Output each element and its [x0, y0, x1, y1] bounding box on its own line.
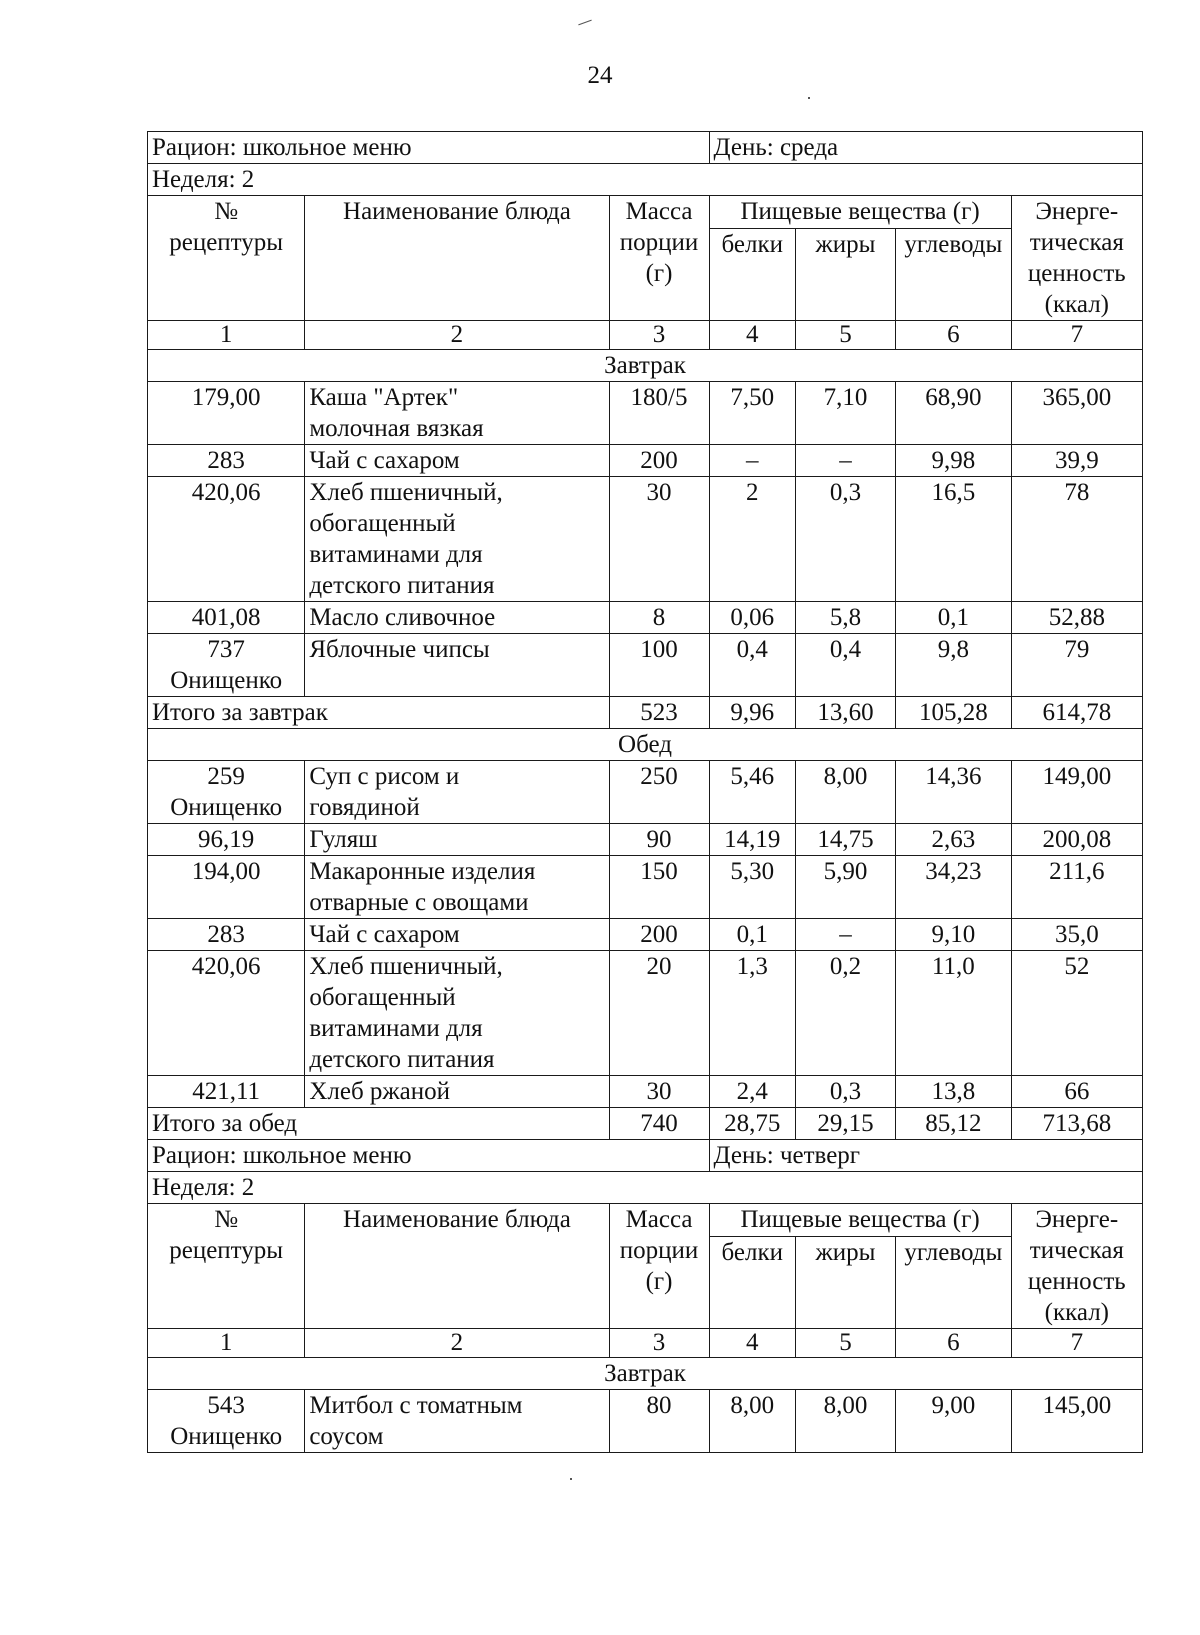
fats-value: – [796, 919, 896, 951]
total-mass: 523 [609, 697, 709, 729]
column-number: 6 [896, 1329, 1012, 1358]
column-number: 5 [796, 1329, 896, 1358]
dish-name: Хлеб пшеничный, обогащенный витаминами для детского питания [305, 477, 609, 602]
recipe-number-header: № рецептуры [148, 1204, 305, 1329]
recipe-number: 543 Онищенко [148, 1390, 305, 1453]
dish-name: Хлеб пшеничный, обогащенный витаминами для детского питания [305, 951, 609, 1076]
column-number: 7 [1011, 321, 1142, 350]
dish-name-header: Наименование блюда [305, 196, 609, 321]
proteins-value: 7,50 [709, 382, 795, 445]
dish-row [148, 382, 1143, 445]
nutrients-header: Пищевые вещества (г) [709, 1204, 1011, 1237]
proteins-value: – [709, 445, 795, 477]
header-row [148, 196, 1143, 229]
page-number: 24 [587, 62, 613, 89]
energy-value: 35,0 [1011, 919, 1142, 951]
recipe-number: 420,06 [148, 951, 305, 1076]
portion-mass: 100 [609, 634, 709, 697]
total-fats: 13,60 [796, 697, 896, 729]
total-energy: 614,78 [1011, 697, 1142, 729]
carbs-header: углеводы [896, 229, 1012, 321]
total-fats: 29,15 [796, 1108, 896, 1140]
total-mass: 740 [609, 1108, 709, 1140]
carbs-value: 2,63 [896, 824, 1012, 856]
proteins-value: 2,4 [709, 1076, 795, 1108]
portion-mass: 200 [609, 919, 709, 951]
energy-value: 66 [1011, 1076, 1142, 1108]
menu-table [147, 131, 1143, 1453]
dish-row [148, 856, 1143, 919]
recipe-number: 96,19 [148, 824, 305, 856]
fats-value: – [796, 445, 896, 477]
week-label: Неделя: 2 [148, 164, 1143, 196]
dish-row [148, 634, 1143, 697]
proteins-value: 2 [709, 477, 795, 602]
portion-mass: 150 [609, 856, 709, 919]
total-label: Итого за обед [148, 1108, 610, 1140]
energy-value: 211,6 [1011, 856, 1142, 919]
column-number: 5 [796, 321, 896, 350]
section-title: Завтрак [148, 350, 1143, 382]
recipe-number: 283 [148, 919, 305, 951]
dish-name: Суп с рисом и говядиной [305, 761, 609, 824]
proteins-value: 14,19 [709, 824, 795, 856]
dish-row [148, 1076, 1143, 1108]
portion-mass: 8 [609, 602, 709, 634]
energy-value: 39,9 [1011, 445, 1142, 477]
proteins-value: 0,4 [709, 634, 795, 697]
carbs-value: 14,36 [896, 761, 1012, 824]
energy-value: 200,08 [1011, 824, 1142, 856]
proteins-header: белки [709, 1237, 795, 1329]
ration-label: Рацион: школьное меню [148, 132, 710, 164]
fats-value: 14,75 [796, 824, 896, 856]
recipe-number: 421,11 [148, 1076, 305, 1108]
dish-row [148, 477, 1143, 602]
dish-name: Чай с сахаром [305, 445, 609, 477]
fats-value: 8,00 [796, 1390, 896, 1453]
carbs-value: 9,10 [896, 919, 1012, 951]
portion-mass: 30 [609, 477, 709, 602]
mass-header: Масса порции (г) [609, 1204, 709, 1329]
dish-name: Чай с сахаром [305, 919, 609, 951]
carbs-value: 13,8 [896, 1076, 1012, 1108]
proteins-value: 0,06 [709, 602, 795, 634]
week-row [148, 164, 1143, 196]
section-row [148, 729, 1143, 761]
column-number-row [148, 321, 1143, 350]
section-row [148, 1358, 1143, 1390]
portion-mass: 30 [609, 1076, 709, 1108]
recipe-number: 401,08 [148, 602, 305, 634]
fats-value: 0,3 [796, 1076, 896, 1108]
column-number: 6 [896, 321, 1012, 350]
dish-name: Яблочные чипсы [305, 634, 609, 697]
total-proteins: 9,96 [709, 697, 795, 729]
recipe-number: 737 Онищенко [148, 634, 305, 697]
column-number: 2 [305, 321, 609, 350]
dish-name: Гуляш [305, 824, 609, 856]
dish-name-header: Наименование блюда [305, 1204, 609, 1329]
dish-row [148, 445, 1143, 477]
ration-label: Рацион: школьное меню [148, 1140, 710, 1172]
portion-mass: 20 [609, 951, 709, 1076]
portion-mass: 80 [609, 1390, 709, 1453]
fats-header: жиры [796, 1237, 896, 1329]
total-carbs: 85,12 [896, 1108, 1012, 1140]
week-label: Неделя: 2 [148, 1172, 1143, 1204]
dish-row [148, 919, 1143, 951]
column-number: 3 [609, 1329, 709, 1358]
scan-mark [578, 20, 591, 26]
column-number: 2 [305, 1329, 609, 1358]
energy-header: Энерге- тическая ценность (ккал) [1011, 1204, 1142, 1329]
header-row [148, 1204, 1143, 1237]
recipe-number: 283 [148, 445, 305, 477]
section-title: Завтрак [148, 1358, 1143, 1390]
energy-value: 52,88 [1011, 602, 1142, 634]
energy-value: 79 [1011, 634, 1142, 697]
energy-value: 365,00 [1011, 382, 1142, 445]
energy-value: 145,00 [1011, 1390, 1142, 1453]
fats-value: 8,00 [796, 761, 896, 824]
dish-name: Хлеб ржаной [305, 1076, 609, 1108]
column-number-row [148, 1329, 1143, 1358]
scan-dot [570, 1478, 572, 1480]
fats-header: жиры [796, 229, 896, 321]
energy-value: 52 [1011, 951, 1142, 1076]
total-energy: 713,68 [1011, 1108, 1142, 1140]
column-number: 7 [1011, 1329, 1142, 1358]
menu-table-body [148, 132, 1143, 1453]
ration-row [148, 1140, 1143, 1172]
dish-name: Масло сливочное [305, 602, 609, 634]
recipe-number: 259 Онищенко [148, 761, 305, 824]
dish-name: Каша "Артек" молочная вязкая [305, 382, 609, 445]
carbs-value: 9,98 [896, 445, 1012, 477]
portion-mass: 200 [609, 445, 709, 477]
proteins-header: белки [709, 229, 795, 321]
dish-row [148, 1390, 1143, 1453]
proteins-value: 8,00 [709, 1390, 795, 1453]
total-carbs: 105,28 [896, 697, 1012, 729]
proteins-value: 0,1 [709, 919, 795, 951]
nutrients-header: Пищевые вещества (г) [709, 196, 1011, 229]
total-proteins: 28,75 [709, 1108, 795, 1140]
dish-row [148, 824, 1143, 856]
recipe-number: 179,00 [148, 382, 305, 445]
dish-name: Макаронные изделия отварные с овощами [305, 856, 609, 919]
week-row [148, 1172, 1143, 1204]
proteins-value: 5,30 [709, 856, 795, 919]
day-label: День: четверг [709, 1140, 1142, 1172]
energy-header: Энерге- тическая ценность (ккал) [1011, 196, 1142, 321]
section-row [148, 350, 1143, 382]
carbs-value: 34,23 [896, 856, 1012, 919]
section-title: Обед [148, 729, 1143, 761]
energy-value: 78 [1011, 477, 1142, 602]
day-label: День: среда [709, 132, 1142, 164]
dish-row [148, 602, 1143, 634]
proteins-value: 1,3 [709, 951, 795, 1076]
column-number: 4 [709, 1329, 795, 1358]
portion-mass: 250 [609, 761, 709, 824]
dish-row [148, 951, 1143, 1076]
carbs-value: 11,0 [896, 951, 1012, 1076]
carbs-header: углеводы [896, 1237, 1012, 1329]
portion-mass: 180/5 [609, 382, 709, 445]
column-number: 4 [709, 321, 795, 350]
column-number: 3 [609, 321, 709, 350]
column-number: 1 [148, 321, 305, 350]
proteins-value: 5,46 [709, 761, 795, 824]
recipe-number: 420,06 [148, 477, 305, 602]
fats-value: 5,8 [796, 602, 896, 634]
dish-name: Митбол с томатным соусом [305, 1390, 609, 1453]
fats-value: 0,3 [796, 477, 896, 602]
recipe-number: 194,00 [148, 856, 305, 919]
total-label: Итого за завтрак [148, 697, 610, 729]
dish-row [148, 761, 1143, 824]
total-row [148, 1108, 1143, 1140]
carbs-value: 9,00 [896, 1390, 1012, 1453]
fats-value: 0,2 [796, 951, 896, 1076]
carbs-value: 16,5 [896, 477, 1012, 602]
fats-value: 0,4 [796, 634, 896, 697]
portion-mass: 90 [609, 824, 709, 856]
fats-value: 5,90 [796, 856, 896, 919]
total-row [148, 697, 1143, 729]
ration-row [148, 132, 1143, 164]
scan-dot [808, 97, 810, 99]
carbs-value: 9,8 [896, 634, 1012, 697]
energy-value: 149,00 [1011, 761, 1142, 824]
column-number: 1 [148, 1329, 305, 1358]
carbs-value: 68,90 [896, 382, 1012, 445]
fats-value: 7,10 [796, 382, 896, 445]
mass-header: Масса порции (г) [609, 196, 709, 321]
recipe-number-header: № рецептуры [148, 196, 305, 321]
carbs-value: 0,1 [896, 602, 1012, 634]
